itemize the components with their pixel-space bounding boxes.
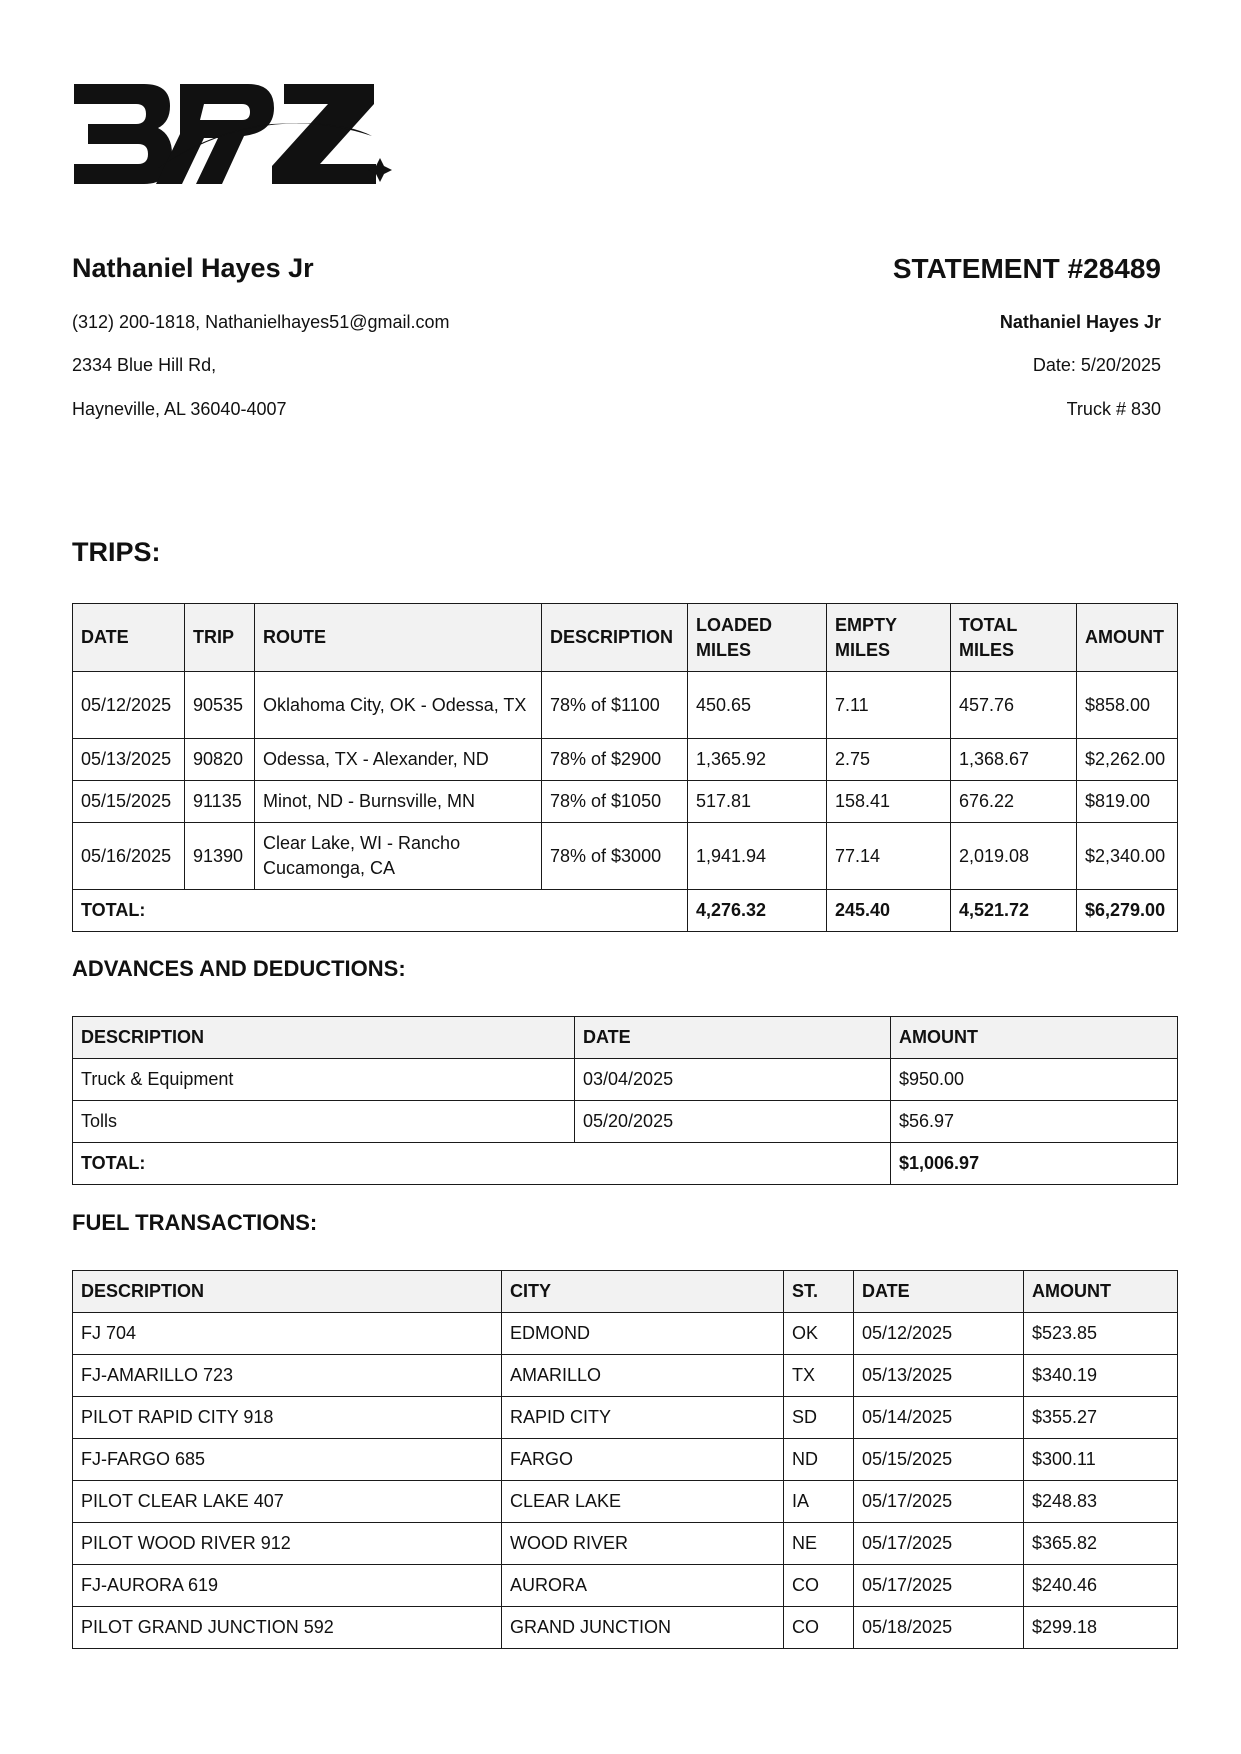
trips-table <box>72 603 1178 932</box>
fuel-header-row: DESCRIPTION CITY ST. DATE AMOUNT <box>73 1271 1178 1313</box>
advances-total-row: TOTAL: $1,006.97 <box>73 1143 1178 1185</box>
table-row: PILOT WOOD RIVER 912 WOOD RIVER NE 05/17/2025 $365.82 <box>73 1523 1178 1565</box>
table-row: PILOT CLEAR LAKE 407 CLEAR LAKE IA 05/17/2025 $248.83 <box>73 1481 1178 1523</box>
statement-date: Date: 5/20/2025 <box>1032 355 1161 375</box>
fuel-table <box>72 1270 1178 1649</box>
trips-heading: TRIPS: <box>72 537 161 567</box>
table-row: 05/15/2025 91135 Minot, ND - Burnsville, MN 78% of $1050 517.81 158.41 676.22 $819.00 <box>73 781 1178 823</box>
driver-contact: (312) 200-1818, Nathanielhayes51@gmail.com <box>72 312 450 332</box>
table-row: 05/12/2025 90535 Oklahoma City, OK - Odessa, TX 78% of $1100 450.65 7.11 457.76 $858.00 <box>73 672 1178 739</box>
col-route: ROUTE <box>255 604 542 672</box>
bill-to-name: Nathaniel Hayes Jr <box>999 312 1161 332</box>
advances-heading: ADVANCES AND DEDUCTIONS: <box>72 956 406 981</box>
driver-address-line2: Hayneville, AL 36040-4007 <box>72 399 287 419</box>
truck-number: Truck # 830 <box>1066 399 1161 419</box>
trips-header-row <box>73 604 1178 672</box>
col-description: DESCRIPTION <box>542 604 688 672</box>
driver-name: Nathaniel Hayes Jr <box>72 253 314 283</box>
table-row: 05/16/2025 91390 Clear Lake, WI - Rancho Cucamonga, CA 78% of $3000 1,941.94 77.14 2,019.08 $2,340.00 <box>73 823 1178 890</box>
statement-title: STATEMENT #28489 <box>892 253 1161 284</box>
driver-address-line1: 2334 Blue Hill Rd, <box>72 355 217 375</box>
trips-total-row: TOTAL: 4,276.32 245.40 4,521.72 $6,279.00 <box>73 890 1178 932</box>
col-date: DATE <box>73 604 185 672</box>
fuel-heading: FUEL TRANSACTIONS: <box>72 1210 318 1235</box>
table-row: FJ 704 EDMOND OK 05/12/2025 $523.85 <box>73 1313 1178 1355</box>
table-row: 05/13/2025 90820 Odessa, TX - Alexander, ND 78% of $2900 1,365.92 2.75 1,368.67 $2,262.00 <box>73 739 1178 781</box>
table-row: FJ-FARGO 685 FARGO ND 05/15/2025 $300.11 <box>73 1439 1178 1481</box>
company-logo <box>72 80 392 192</box>
advances-header-row: DESCRIPTION DATE AMOUNT <box>73 1017 1178 1059</box>
col-trip: TRIP <box>185 604 255 672</box>
table-row: Truck & Equipment 03/04/2025 $950.00 <box>73 1059 1178 1101</box>
table-row: FJ-AURORA 619 AURORA CO 05/17/2025 $240.46 <box>73 1565 1178 1607</box>
table-row: PILOT RAPID CITY 918 RAPID CITY SD 05/14/2025 $355.27 <box>73 1397 1178 1439</box>
col-amount: AMOUNT <box>1077 604 1178 672</box>
col-total-miles: TOTAL MILES <box>951 604 1077 672</box>
table-row: PILOT GRAND JUNCTION 592 GRAND JUNCTION CO 05/18/2025 $299.18 <box>73 1607 1178 1649</box>
col-empty-miles: EMPTY MILES <box>827 604 951 672</box>
table-row: FJ-AMARILLO 723 AMARILLO TX 05/13/2025 $340.19 <box>73 1355 1178 1397</box>
advances-table <box>72 1016 1178 1185</box>
col-loaded-miles: LOADED MILES <box>688 604 827 672</box>
table-row: Tolls 05/20/2025 $56.97 <box>73 1101 1178 1143</box>
